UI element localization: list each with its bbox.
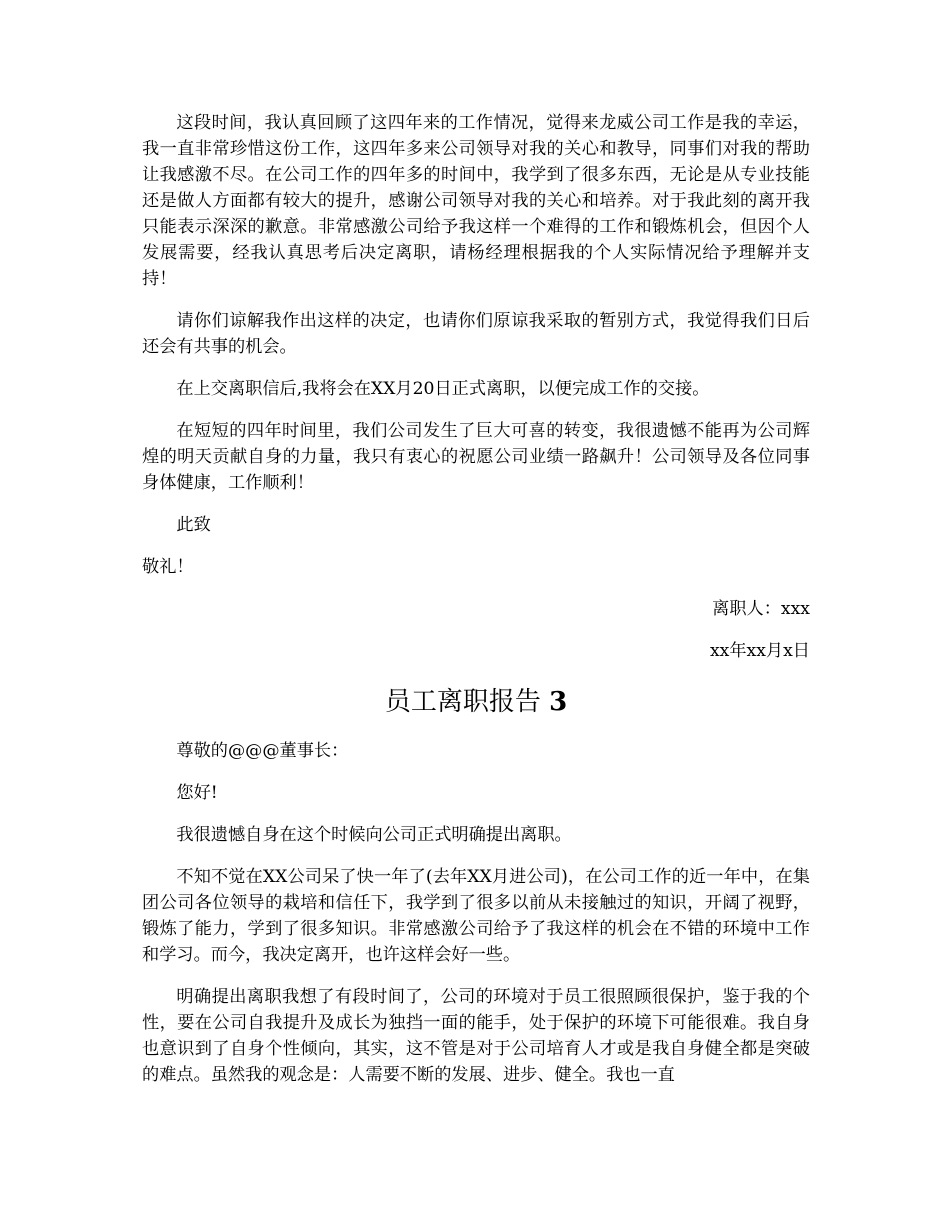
section-title (142, 682, 810, 722)
section-title-text: 员工离职报告 (384, 687, 541, 717)
greeting-line: 您好! (176, 783, 218, 803)
report-paragraph-1: 我很遗憾自身在这个时候向公司正式明确提出离职。 (176, 825, 572, 845)
letter-paragraph-2: 请你们谅解我作出这样的决定，也请你们原谅我采取的暂别方式，我觉得我们日后还会有共事的机会。 (142, 311, 810, 357)
salutation-line: 尊敬的@@@董事长： (176, 741, 349, 761)
letter-paragraph-3: 在上交离职信后,我将会在XX月20日正式离职，以便完成工作的交接。 (176, 379, 710, 399)
signature-line: 离职人：xxx (712, 599, 810, 619)
date-line: xx年xx月x日 (709, 641, 810, 661)
report-paragraph-2: 不知不觉在XX公司呆了快一年了(去年XX月进公司)，在公司工作的近一年中，在集团公司各位领导的栽培和信任下，我学到了很多以前从未接触过的知识，开阔了视野，锻炼了能力，学到了很多知识。非常感激公司给予了我这样的机会在不错的环境中工作和学习。而今，我决定离开，也许这样会好一些。 (142, 867, 810, 965)
report-paragraph-3: 明确提出离职我想了有段时间了，公司的环境对于员工很照顾很保护，鉴于我的个性，要在公司自我提升及成长为独挡一面的能手，处于保护的环境下可能很难。我自身也意识到了自身个性倾向，其实，这不管是对于公司培育人才或是我自身健全都是突破的难点。虽然我的观念是：人需要不断的发展、进步、健全。我也一直 (142, 987, 810, 1085)
letter-paragraph-4: 在短短的四年时间里，我们公司发生了巨大可喜的转变，我很遗憾不能再为公司辉煌的明天贡献自身的力量，我只有衷心的祝愿公司业绩一路飙升！公司领导及各位同事身体健康，工作顺利！ (142, 421, 810, 493)
section-title-number: 3 (549, 687, 568, 717)
document-page (142, 110, 810, 1088)
closing-salute-line: 敬礼！ (142, 557, 194, 577)
closing-regards-line: 此致 (176, 515, 211, 535)
letter-paragraph-1: 这段时间，我认真回顾了这四年来的工作情况，觉得来龙威公司工作是我的幸运，我一直非常珍惜这份工作，这四年多来公司领导对我的关心和教导，同事们对我的帮助让我感激不尽。在公司工作的四年多的时间中，我学到了很多东西，无论是从专业技能还是做人方面都有较大的提升，感谢公司领导对我的关心和培养。对于我此刻的离开我只能表示深深的歉意。非常感激公司给予我这样一个难得的工作和锻炼机会，但因个人发展需要，经我认真思考后决定离职，请杨经理根据我的个人实际情况给予理解并支持！ (142, 113, 810, 289)
